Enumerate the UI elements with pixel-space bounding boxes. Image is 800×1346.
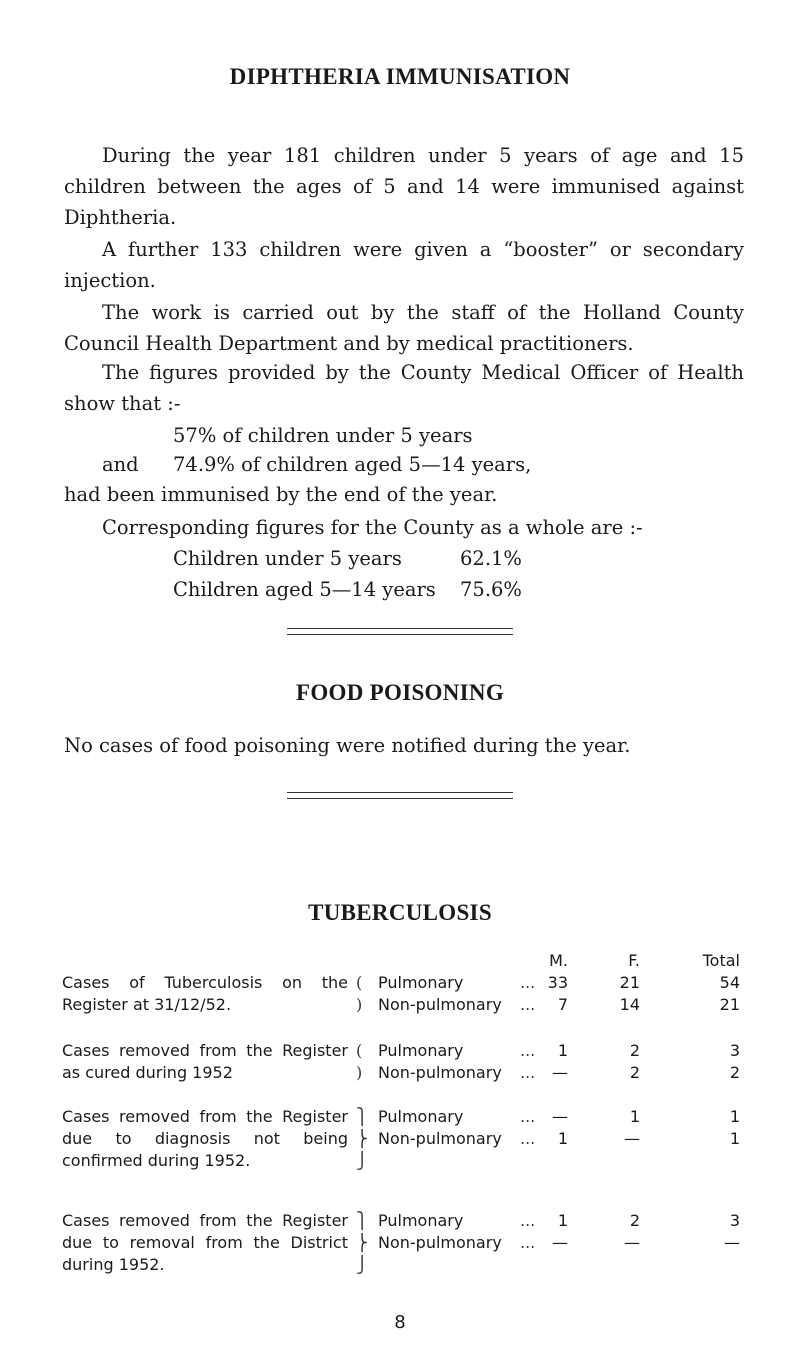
tb-cell-total: — [724, 1233, 740, 1252]
tb-cell-male: 1 [557, 1041, 568, 1060]
tb-leader-dots: ... [520, 1107, 536, 1126]
tb-leader-dots: ... [520, 1041, 536, 1060]
brace-icon: ⎫ ⎬ ⎭ [356, 1107, 368, 1170]
tb-leader-dots: ... [520, 1129, 536, 1148]
county-under-5-label: Children under 5 years [173, 547, 402, 570]
tb-category: Non-pulmonary [378, 1233, 502, 1252]
tb-leader-dots: ... [520, 1233, 536, 1252]
paragraph-booster: A further 133 children were given a “booster” or secondary injection. [64, 238, 744, 292]
tb-cell-female: 14 [619, 995, 640, 1014]
tb-cell-female: 2 [629, 1211, 640, 1230]
figure-5-14: 74.9% of children aged 5—14 years, [173, 453, 532, 476]
figure-and-label: and [102, 453, 139, 476]
tb-category: Non-pulmonary [378, 1129, 502, 1148]
tb-leader-dots: ... [520, 973, 536, 992]
tb-cell-male: 1 [557, 1211, 568, 1230]
tb-cell-male: — [552, 1063, 568, 1082]
tb-group-description: Cases removed from the Register due to diagnosis not being confirmed during 1952. [62, 1107, 348, 1170]
section-divider [287, 792, 513, 799]
section-divider [287, 628, 513, 635]
county-under-5-value: 62.1% [460, 547, 522, 570]
figure-end-of-year: had been immunised by the end of the year. [64, 483, 498, 506]
county-5-14-label: Children aged 5—14 years [173, 578, 436, 601]
tb-cell-female: — [624, 1233, 640, 1252]
paragraph-immunised-count: During the year 181 children under 5 years of age and 15 children between the ages of 5 and 14 were immunised against Diphtheria. [64, 144, 744, 229]
tb-category: Non-pulmonary [378, 1063, 502, 1082]
page-number: 8 [394, 1312, 406, 1333]
tb-category: Pulmonary [378, 1211, 464, 1230]
county-5-14-value: 75.6% [460, 578, 522, 601]
brace-icon: ( ) [356, 1041, 363, 1082]
section-title-food-poisoning: FOOD POISONING [295, 680, 505, 705]
tb-cell-male: — [552, 1233, 568, 1252]
tb-cell-total: 1 [729, 1107, 740, 1126]
brace-icon: ⎫ ⎬ ⎭ [356, 1211, 368, 1274]
tb-cell-female: 2 [629, 1063, 640, 1082]
tb-cell-male: 7 [557, 995, 568, 1014]
tb-cell-total: 21 [719, 995, 740, 1014]
tb-group-description: Cases removed from the Register as cured during 1952 [62, 1041, 348, 1082]
column-header-female: F. [628, 951, 640, 970]
tb-cell-female: — [624, 1129, 640, 1148]
tb-cell-male: 33 [547, 973, 568, 992]
tb-category: Pulmonary [378, 1107, 464, 1126]
tb-cell-total: 3 [729, 1041, 740, 1060]
tb-category: Pulmonary [378, 973, 464, 992]
tb-leader-dots: ... [520, 1063, 536, 1082]
tb-group-description: Cases removed from the Register due to removal from the District during 1952. [62, 1211, 348, 1274]
tb-leader-dots: ... [520, 1211, 536, 1230]
tb-cell-total: 2 [729, 1063, 740, 1082]
tb-cell-total: 54 [719, 973, 740, 992]
tb-cell-female: 1 [629, 1107, 640, 1126]
figure-under-5: 57% of children under 5 years [173, 424, 473, 447]
column-header-total: Total [702, 951, 740, 970]
tb-category: Pulmonary [378, 1041, 464, 1060]
tb-cell-female: 2 [629, 1041, 640, 1060]
tb-leader-dots: ... [520, 995, 536, 1014]
paragraph-staff: The work is carried out by the staff of the Holland County Council Health Department and by medical practitioners. [64, 301, 744, 355]
tb-cell-male: 1 [557, 1129, 568, 1148]
paragraph-figures-intro: The figures provided by the County Medical Officer of Health show that :- [64, 361, 744, 415]
brace-icon: ( ) [356, 973, 363, 1014]
tb-cell-total: 1 [729, 1129, 740, 1148]
section-title-tuberculosis: TUBERCULOSIS [308, 900, 492, 925]
column-header-male: M. [549, 951, 568, 970]
food-poisoning-text: No cases of food poisoning were notified during the year. [64, 734, 631, 757]
tb-cell-male: — [552, 1107, 568, 1126]
tb-group-description: Cases of Tuberculosis on the Register at 31/12/52. [62, 973, 348, 1014]
tb-cell-total: 3 [729, 1211, 740, 1230]
paragraph-county-intro: Corresponding figures for the County as a whole are :- [102, 516, 643, 539]
section-title-diphtheria: DIPHTHERIA IMMUNISATION [229, 64, 571, 89]
tb-category: Non-pulmonary [378, 995, 502, 1014]
tb-cell-female: 21 [619, 973, 640, 992]
